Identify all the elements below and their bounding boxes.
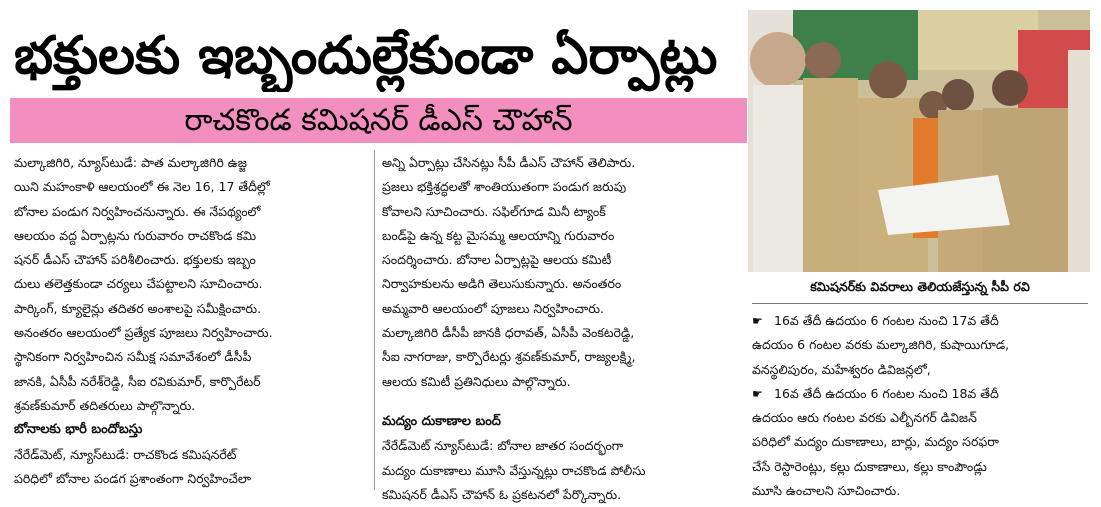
col2-paragraph-1	[382, 151, 734, 394]
bullet-item-1	[752, 309, 1090, 382]
photo-caption: కమిషనర్‌కు వివరాలు తెలియజేస్తున్న సీపీ రవి	[810, 279, 1030, 294]
subheadline-banner: రాచకొండ కమిషనర్ డీఎస్ చౌహాన్	[10, 98, 747, 143]
col2-subhead: మద్యం దుకాణాల బంద్	[382, 413, 501, 429]
text-line: యిని మహంకాళి ఆలయంలో ఈ నెల 16, 17 తేదీల్లో	[14, 179, 270, 195]
text-line: శ్రవణ్‌కుమార్ తదితరులు పాల్గొన్నారు.	[14, 397, 196, 413]
text-line: ఉదయం ఆరు గంటల వరకు ఎల్బీనగర్ డివిజన్	[752, 410, 977, 426]
news-photo	[748, 10, 1090, 272]
text-line: పరిధిలో మద్యం దుకాణాలు, బార్లు, మద్యం సరఫరా	[752, 434, 999, 450]
text-line: మూసి ఉంచాలని సూచించారు.	[752, 483, 901, 499]
text-line: మల్కాజిగిరి, న్యూస్‌టుడే: పాత మల్కాజిగిరి ఉజ్జ	[14, 155, 247, 170]
photo-illustration	[748, 10, 1090, 272]
article-column-1	[14, 151, 368, 491]
text-line: నేరేడ్‌మెట్, న్యూస్‌టుడే: రాచకొండ కమిషనరేట్	[14, 446, 237, 462]
text-line: సందర్శించారు. బోనాల ఏర్పాట్లపై ఆలయ కమిటీ	[382, 252, 612, 268]
text-line: జానకి, ఏసీపీ నరేశ్‌రెడ్డి, సీఐ రవికుమార్, కార్పొరేటర్	[14, 373, 261, 389]
caption-rule	[752, 303, 1088, 304]
text-line: స్థానికంగా నిర్వహించిన సమీక్ష సమావేశంలో డీసీపీ	[14, 349, 252, 365]
text-line: ఆలయ కమిటీ ప్రతినిధులు పాల్గొన్నారు.	[382, 373, 571, 389]
col1-paragraph-2	[14, 443, 368, 492]
col2-paragraph-2	[382, 434, 734, 507]
text-line: నేరేడ్‌మెట్ న్యూస్‌టుడే: బోనాల జాతర సందర్భంగా	[382, 438, 624, 454]
text-line: అనంతరం ఆలయంలో ప్రత్యేక పూజలు నిర్వహించారు.	[14, 325, 273, 341]
headline: భక్తులకు ఇబ్బందుల్లేకుండా ఏర్పాట్లు	[14, 26, 718, 86]
article-column-3	[752, 309, 1090, 503]
text-line: కమిషనర్ డీఎస్ చౌహాన్ ఓ ప్రకటనలో పేర్కొన్నారు.	[382, 486, 622, 502]
text-line: బోనాల పండుగ నిర్వహించనున్నారు. ఈ నేపథ్యంలో	[14, 203, 261, 219]
text-line: సీఐ నాగరాజు, కార్పొరేటర్లు శ్రవణ్‌కుమార్, రాజ్యలక్ష్మి,	[382, 349, 636, 365]
bullet-item-2	[752, 382, 1090, 503]
text-line: చేసే రెస్టారెంట్లు, కల్లు దుకాణాలు, కల్లు కాంపౌండ్లు	[752, 458, 987, 474]
text-line: వనస్థలిపురం, మహేశ్వరం డివిజన్లలో,	[752, 361, 931, 377]
text-line: మద్యం దుకాణాలు మూసి వేస్తున్నట్లు రాచకొండ పోలీసు	[382, 462, 646, 478]
column-divider	[374, 150, 375, 490]
col1-subhead: బోనాలకు భారీ బందోబస్తు	[14, 422, 143, 438]
text-line: ప్రజలు భక్తిశ్రద్ధలతో శాంతియుతంగా పండుగ జరుపు	[382, 179, 627, 195]
text-line: మల్కాజిగిరి డీసీపీ జానకి ధరావత్, ఏసీపీ వెంకటరెడ్డి,	[382, 325, 635, 341]
text-line: దులు తలెత్తకుండా చర్యలు చేపట్టాలని సూచించారు.	[14, 276, 263, 292]
text-line: పార్కింగ్, క్యూలైన్లు తదితర అంశాలపై సమీక్షించారు.	[14, 300, 262, 316]
text-line: కోవాలని సూచించారు. సఫిల్‌గూడ మినీ ట్యాంక్	[382, 203, 606, 219]
pointing-hand-icon: ☛	[752, 314, 763, 328]
col1-paragraph-1	[14, 151, 368, 418]
pointing-hand-icon: ☛	[752, 386, 763, 401]
text-line: బండ్‌పై ఉన్న కట్ట మైసమ్మ ఆలయాన్ని గురువారం	[382, 227, 615, 243]
text-line: పరిధిలో బోనాల పండగ ప్రశాంతంగా నిర్వహించేలా	[14, 470, 252, 486]
article-column-2	[382, 151, 734, 507]
text-line: ☛ 16వ తేదీ ఉదయం 6 గంటల నుంచి 18వ తేదీ	[752, 382, 1090, 406]
text-line: ఆలయం వద్ద ఏర్పాట్లను గురువారం రాచకొండ కమి	[14, 227, 257, 243]
text-line: షనర్ డీఎస్ చౌహాన్ పరిశీలించారు. భక్తులకు ఇబ్బం	[14, 252, 256, 268]
text-line: ☛ 16వ తేదీ ఉదయం 6 గంటల నుంచి 17వ తేదీ	[752, 309, 1090, 333]
text-line: ఉదయం 6 గంటల వరకు మల్కాజిగిరి, కుషాయిగూడ,	[752, 337, 1010, 353]
text-line: అమ్మవారి ఆలయంలో పూజలు నిర్వహించారు.	[382, 300, 604, 316]
text-line: అన్ని ఏర్పాట్లు చేసినట్లు సీపీ డీఎస్ చౌహాన్ తెలిపారు.	[382, 155, 636, 170]
text-line: నిర్వాహకులను అడిగి తెలుసుకున్నారు. అనంతరం	[382, 276, 622, 292]
